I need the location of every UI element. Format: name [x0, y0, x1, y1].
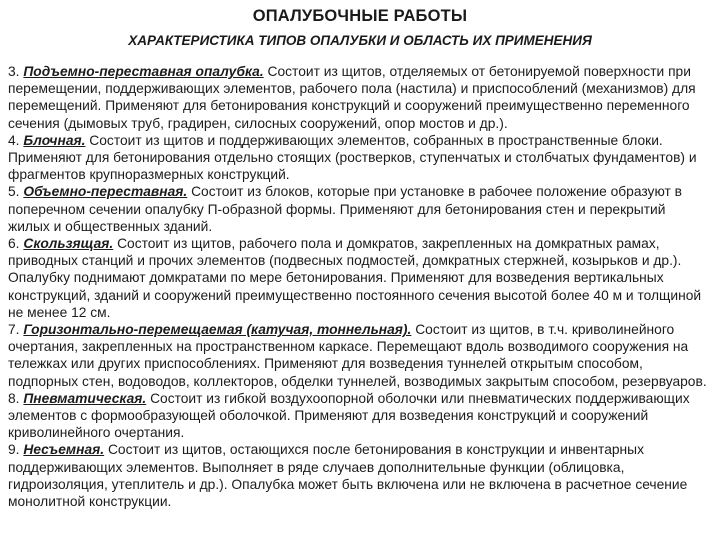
- item-number: 9.: [8, 442, 20, 458]
- item-term: Скользящая.: [23, 236, 114, 252]
- formwork-item-3: [8, 63, 710, 132]
- item-number: 8.: [8, 390, 20, 406]
- item-number: 4.: [8, 132, 20, 148]
- item-description: Состоит из гибкой воздухоопорной оболочки или пневматических поддерживающих элементов с формообразующей оболочкой. Применяют для возведения конструкций и сооружений криволинейного очертания.: [8, 390, 690, 441]
- item-term: Горизонтально-перемещаемая (катучая, тоннельная).: [23, 322, 412, 338]
- item-description: Состоит из щитов и поддерживающих элементов, собранных в пространственные блоки. Применяют для бетонирования отдельно стоящих (ростверков, ступенчатых и столбчатых фундаментов) и фрагментов крупноразмерных конструкций.: [8, 132, 697, 183]
- item-term: Пневматическая.: [23, 390, 147, 406]
- page-subtitle: ХАРАКТЕРИСТИКА ТИПОВ ОПАЛУБКИ И ОБЛАСТЬ ИХ ПРИМЕНЕНИЯ: [128, 33, 592, 48]
- item-term: Несъемная.: [23, 442, 105, 458]
- item-number: 5.: [8, 184, 20, 200]
- item-description: Состоит из щитов, рабочего пола и домкратов, закрепленных на домкратных рамах, приводных станций и прочих элементов (подвесных подмостей, домкратных стержней, козырьков и др.). Опалубку поднимают домкратами по мере бетонирования. Применяют для возведения вертикальных конструкций, зданий и сооружений преимущественно постоянного сечения высотой более 40 м и толщиной не менее 12 см.: [8, 236, 702, 320]
- formwork-item-9: [8, 441, 710, 510]
- page-title: ОПАЛУБОЧНЫЕ РАБОТЫ: [252, 7, 468, 25]
- item-term: Подъемно-переставная опалубка.: [23, 64, 264, 79]
- formwork-item-5: [8, 183, 710, 235]
- item-description: Состоит из щитов, отделяемых от бетонируемой поверхности при перемещении, поддерживающих элементов, рабочего пола (настила) и приспособлений (механизмов) для перемещений. Применяют для бетонирования конструкций и сооружений преимущественно переменного сечения (дымовых труб, градирен, силосных сооружений, опор мостов и др.).: [8, 64, 696, 131]
- formwork-item-8: [8, 390, 710, 442]
- item-term: Объемно-переставная.: [23, 184, 188, 200]
- formwork-item-6: [8, 235, 710, 321]
- item-description: Состоит из щитов, остающихся после бетонирования в конструкции и инвентарных поддерживающих элементов. Выполняет в ряде случаев дополнительные функции (облицовка, гидроизоляция, утеплитель и др.). Опалубка может быть включена или не включена в расчетное сечение монолитной конструкции.: [8, 442, 688, 510]
- item-description: Состоит из щитов, в т.ч. криволинейного очертания, закрепленных на пространственном каркасе. Перемещают вдоль возводимого сооружения на тележках или других приспособлениях. Применяют для возведения туннелей открытым способом, подпорных стен, водоводов, коллекторов, обделки туннелей, возводимых закрытым способом, резервуаров.: [8, 322, 707, 389]
- formwork-item-7: [8, 321, 710, 390]
- item-term: Блочная.: [23, 132, 86, 148]
- item-description: Состоит из блоков, которые при установке в рабочее положение образуют в поперечном сечении опалубку П-образной формы. Применяют для бетонирования стен и перекрытий жилых и общественных зданий.: [8, 184, 682, 234]
- item-number: 3.: [8, 64, 20, 79]
- formwork-item-4: [8, 132, 710, 184]
- item-number: 6.: [8, 236, 20, 252]
- item-number: 7.: [8, 322, 20, 338]
- document-body: [0, 48, 720, 510]
